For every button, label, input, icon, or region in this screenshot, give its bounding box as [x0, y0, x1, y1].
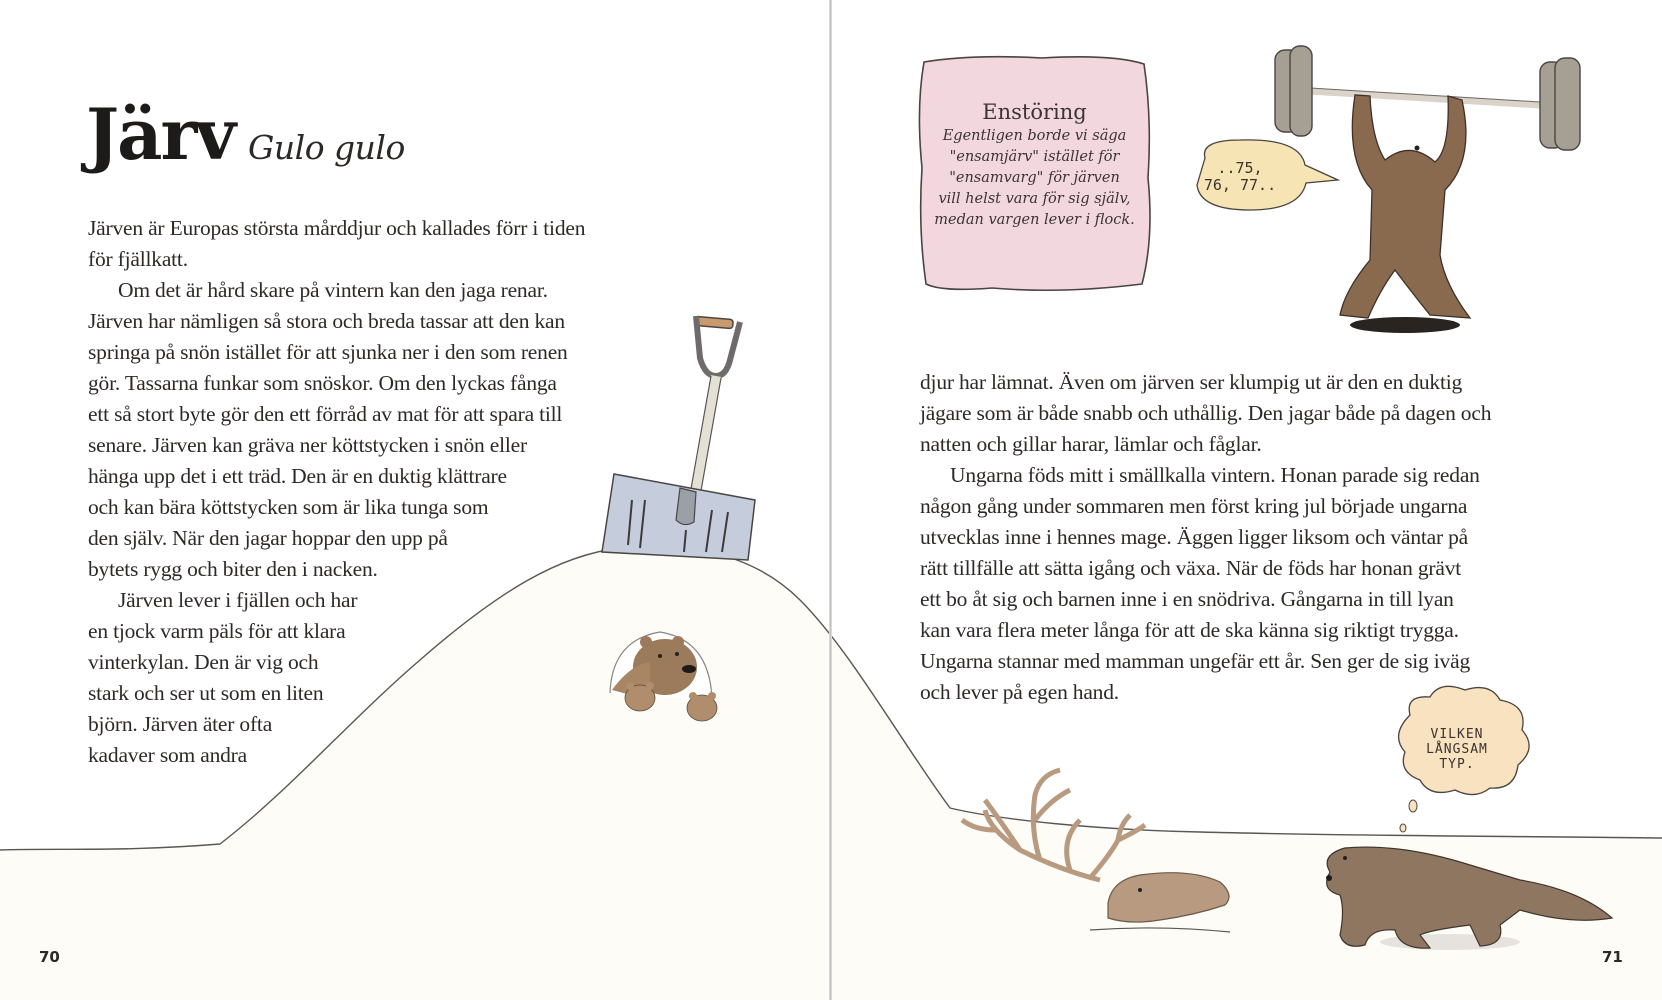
text-line: hänga upp det i ett träd. Den är en duktig klättrare	[88, 464, 507, 488]
thought-line: VILKEN	[1430, 727, 1484, 742]
text-line: utvecklas inne i hennes mage. Äggen ligger liksom och väntar på	[920, 525, 1469, 549]
thought-bubble-text	[1412, 728, 1502, 773]
text-line: kadaver som andra	[88, 743, 247, 767]
text-line: någon gång under sommaren men först kring jul började ungarna	[920, 494, 1468, 518]
latin-name: Gulo gulo	[248, 128, 405, 167]
text-line: för fjällkatt.	[88, 247, 188, 271]
text-line: stark och ser ut som en liten	[88, 681, 324, 705]
left-body-text	[88, 213, 585, 771]
text-line: och lever på egen hand.	[920, 680, 1119, 704]
text-line: bytets rygg och biter den i nacken.	[88, 557, 378, 581]
speech-line: ..75,	[1217, 159, 1263, 177]
fact-box-line: Egentligen borde vi säga	[942, 128, 1127, 144]
text-line: jägare som är både snabb och uthållig. Den jagar både på dagen och	[920, 401, 1492, 425]
thought-line: LÅNGSAM	[1426, 741, 1488, 757]
fact-box-line: "ensamvarg" för järven	[949, 170, 1120, 186]
speech-bubble-text	[1195, 160, 1285, 195]
text-line: senare. Järven kan gräva ner köttstycken i snön eller	[88, 433, 527, 457]
text-line: den själv. När den jagar hoppar den upp på	[88, 526, 448, 550]
fact-box-line: "ensamjärv" istället för	[949, 149, 1120, 165]
thought-line: TYP.	[1439, 756, 1475, 772]
text-line: Om det är hård skare på vintern kan den jaga renar.	[118, 278, 548, 302]
text-line: vinterkylan. Den är vig och	[88, 650, 319, 674]
text-line: gör. Tassarna funkar som snöskor. Om den lyckas fånga	[88, 371, 557, 395]
text-line: djur har lämnat. Även om järven ser klumpig ut är den en duktig	[920, 370, 1463, 394]
fact-box-content	[912, 100, 1157, 231]
bear-lifting-barbell-illustration	[1275, 46, 1580, 333]
page-number-right: 71	[1602, 948, 1623, 966]
text-line: Järven är Europas största mårddjur och kallades förr i tiden	[88, 216, 586, 240]
page-title: Järv	[86, 93, 235, 176]
text-line: kan vara flera meter långa för att de ska känna sig riktigt trygga.	[920, 618, 1459, 642]
text-line: springa på snön istället för att sjunka ner i den som renen	[88, 340, 568, 364]
fact-box-line: medan vargen lever i flock.	[934, 212, 1135, 228]
fact-box	[912, 48, 1157, 298]
text-line: Ungarna stannar med mamman ungefär ett år. Sen ger de sig iväg	[920, 649, 1470, 673]
text-line: natten och gillar harar, lämlar och fåglar.	[920, 432, 1262, 456]
text-line: och kan bära köttstycken som är lika tunga som	[88, 495, 489, 519]
left-page	[0, 0, 830, 1000]
text-line: rätt tillfälle att sätta igång och växa. När de föds har honan grävt	[920, 556, 1462, 580]
fact-box-title: Enstöring	[982, 100, 1087, 124]
fact-box-line: vill helst vara för sig själv,	[938, 191, 1131, 207]
text-line: Järven har nämligen så stora och breda tassar att den kan	[88, 309, 565, 333]
speech-line: 76, 77..	[1203, 176, 1277, 195]
title-row	[86, 93, 405, 176]
right-body-text	[920, 367, 1491, 708]
text-line: Ungarna föds mitt i smällkalla vintern. Honan parade sig redan	[950, 463, 1480, 487]
text-line: ett bo åt sig och barnen inne i en snödriva. Gångarna in till lyan	[920, 587, 1454, 611]
page-number-left: 70	[39, 948, 60, 966]
text-line: Järven lever i fjällen och har	[118, 588, 358, 612]
text-line: björn. Järven äter ofta	[88, 712, 273, 736]
text-line: en tjock varm päls för att klara	[88, 619, 346, 643]
text-line: ett så stort byte gör den ett förråd av mat för att spara till	[88, 402, 563, 426]
